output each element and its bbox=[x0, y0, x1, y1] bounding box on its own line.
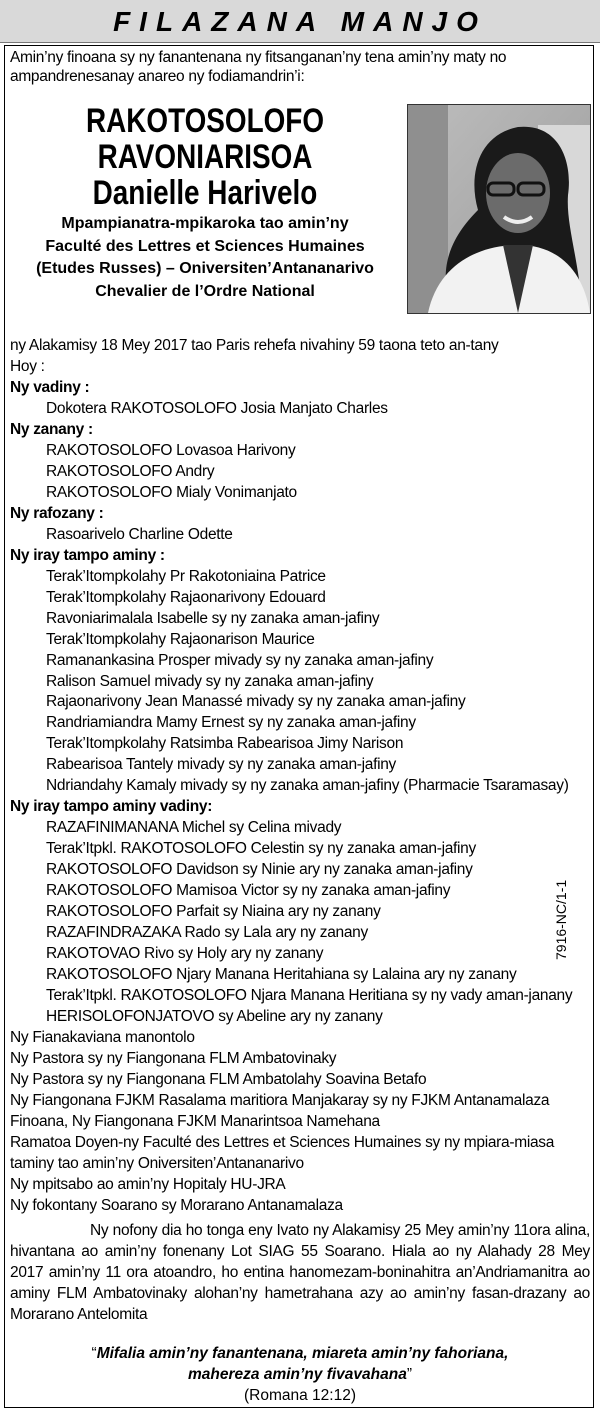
reference-code: 7916-NC/1-1 bbox=[553, 879, 569, 960]
other-item: Ny Fiangonana FJKM Rasalama maritiora Manjakaray sy ny FJKM Antanamalaza bbox=[10, 1091, 550, 1109]
list-item: Terak’Itpkl. RAKOTOSOLOFO Celestin sy ny zanaka aman-jafiny bbox=[46, 840, 476, 858]
other-item: Ny Pastora sy ny Fiangonana FLM Ambatolahy Soavina Betafo bbox=[10, 1070, 427, 1088]
scripture-quote: “Mifalia amin’ny fanantenana, miareta amin’ny fahoriana, mahereza amin’ny fivavahana” (Romana 12:12) bbox=[10, 1343, 590, 1406]
name-line: RAKOTOSOLOFO bbox=[85, 102, 325, 140]
family-list bbox=[10, 336, 594, 1217]
quote-line: mahereza amin’ny fivavahana bbox=[188, 1366, 407, 1383]
list-item: Rajaonarivony Jean Manassé mivady sy ny zanaka aman-jafiny bbox=[46, 693, 466, 711]
list-item: Terak’Itpkl. RAKOTOSOLOFO Njara Manana Heritiana sy ny vady aman-janany bbox=[46, 987, 573, 1005]
intro-text: Amin’ny finoana sy ny fanantenana ny fitsanganan’ny tena amin’ny maty no ampandrenesanay anareo ny fodiamandrin’i: bbox=[10, 49, 507, 85]
title-line: Faculté des Lettres et Sciences Humaines bbox=[45, 237, 365, 255]
group-heading: Ny iray tampo aminy vadiny: bbox=[10, 798, 213, 816]
other-item: Ny Pastora sy ny Fiangonana FLM Ambatovinaky bbox=[10, 1049, 337, 1067]
list-item: RAKOTOSOLOFO Mamisoa Victor sy ny zanaka aman-jafiny bbox=[46, 882, 451, 900]
funeral-details bbox=[10, 1220, 590, 1325]
list-item: RAKOTOSOLOFO Andry bbox=[46, 462, 215, 480]
list-item: Rabearisoa Tantely mivady sy ny zanaka aman-jafiny bbox=[46, 756, 397, 774]
list-item: Ralison Samuel mivady sy ny zanaka aman-jafiny bbox=[46, 672, 374, 690]
list-item: Rasoarivelo Charline Odette bbox=[46, 525, 233, 543]
quote-line: Mifalia amin’ny fanantenana, miareta amin’ny fahoriana, bbox=[96, 1345, 509, 1362]
name-line: Danielle Harivelo bbox=[92, 174, 318, 212]
other-item: Ny fokontany Soarano sy Morarano Antanamalaza bbox=[10, 1196, 343, 1214]
death-notice: ny Alakamisy 18 Mey 2017 tao Paris rehefa nivahiny 59 taona teto an-tany bbox=[10, 337, 499, 354]
title-line: (Etudes Russes) – Oniversiten’Antananarivo bbox=[36, 260, 374, 277]
title-line: Mpampianatra-mpikaroka tao amin’ny bbox=[61, 215, 349, 232]
other-item: taminy tao amin’ny Oniversiten’Antananarivo bbox=[10, 1154, 304, 1172]
list-item: Ramanankasina Prosper mivady sy ny zanaka aman-jafiny bbox=[46, 651, 434, 669]
other-item: Finoana, Ny Fiangonana FJKM Manarintsoa Namehana bbox=[10, 1112, 380, 1130]
list-item: Ravoniarimalala Isabelle sy ny zanaka aman-jafiny bbox=[46, 609, 380, 627]
group-heading: Ny iray tampo aminy : bbox=[10, 546, 165, 564]
list-item: RAKOTOSOLOFO Lovasoa Harivony bbox=[46, 441, 296, 459]
header-title: FILAZANA MANJO bbox=[113, 6, 487, 37]
closing-text: Ny nofony dia ho tonga eny Ivato ny Alakamisy 25 Mey amin’ny 11ora alina, hivantana ao amin’ny fonenany Lot SIAG 55 Soarano. Hiala ao ny Alahady 28 Mey 2017 amin’ny 11 ora atoandro, ho entina hanomezam-boninahitra an’Andriamanitra ao aminy FLM Ambatovinaky alohan’ny hametrahana azy ao amin’ny fasan-drazany ao Morarano Antelomita bbox=[10, 1222, 590, 1323]
hoy-label: Hoy : bbox=[10, 357, 45, 375]
list-item: RAKOTOSOLOFO Mialy Vonimanjato bbox=[46, 483, 297, 501]
quote-reference: (Romana 12:12) bbox=[243, 1387, 356, 1404]
list-item: RAZAFINIMANANA Michel sy Celina mivady bbox=[46, 819, 342, 837]
group-heading: Ny zanany : bbox=[10, 420, 93, 438]
list-item: Terak’Itompkolahy Rajaonarison Maurice bbox=[46, 630, 315, 648]
list-item: Ndriandahy Kamaly mivady sy ny zanaka aman-jafiny (Pharmacie Tsaramasay) bbox=[46, 777, 569, 795]
list-item: Terak’Itompkolahy Ratsimba Rabearisoa Jimy Narison bbox=[46, 735, 404, 753]
list-item: Dokotera RAKOTOSOLOFO Josia Manjato Charles bbox=[46, 399, 388, 417]
deceased-titles bbox=[10, 213, 400, 303]
name-line: RAVONIARISOA bbox=[97, 138, 313, 176]
group-heading: Ny rafozany : bbox=[10, 504, 104, 522]
list-item: RAKOTOSOLOFO Njary Manana Heritahiana sy Lalaina ary ny zanany bbox=[46, 966, 517, 984]
list-item: RAKOTOVAO Rivo sy Holy ary ny zanany bbox=[46, 945, 324, 963]
other-item: Ny Fianakaviana manontolo bbox=[10, 1028, 195, 1046]
list-item: RAKOTOSOLOFO Parfait sy Niaina ary ny zanany bbox=[46, 903, 381, 921]
list-item: Terak’Itompkolahy Rajaonarivony Edouard bbox=[46, 588, 326, 606]
list-item: HERISOLOFONJATOVO sy Abeline ary ny zanany bbox=[46, 1008, 383, 1025]
other-item: Ny mpitsabo ao amin’ny Hopitaly HU-JRA bbox=[10, 1175, 286, 1193]
list-item: Randriamiandra Mamy Ernest sy ny zanaka aman-jafiny bbox=[46, 714, 416, 732]
portrait-image bbox=[408, 105, 590, 313]
deceased-name bbox=[10, 103, 400, 211]
list-item: RAZAFINDRAZAKA Rado sy Lala ary ny zanany bbox=[46, 924, 368, 942]
group-heading: Ny vadiny : bbox=[10, 378, 90, 396]
list-item: Terak’Itompkolahy Pr Rakotoniaina Patrice bbox=[46, 567, 326, 585]
other-item: Ramatoa Doyen-ny Faculté des Lettres et Sciences Humaines sy ny mpiara-miasa bbox=[10, 1133, 555, 1151]
list-item: RAKOTOSOLOFO Davidson sy Ninie ary ny zanaka aman-jafiny bbox=[46, 861, 473, 879]
title-line: Chevalier de l’Ordre National bbox=[95, 282, 315, 300]
portrait-photo bbox=[407, 104, 591, 314]
